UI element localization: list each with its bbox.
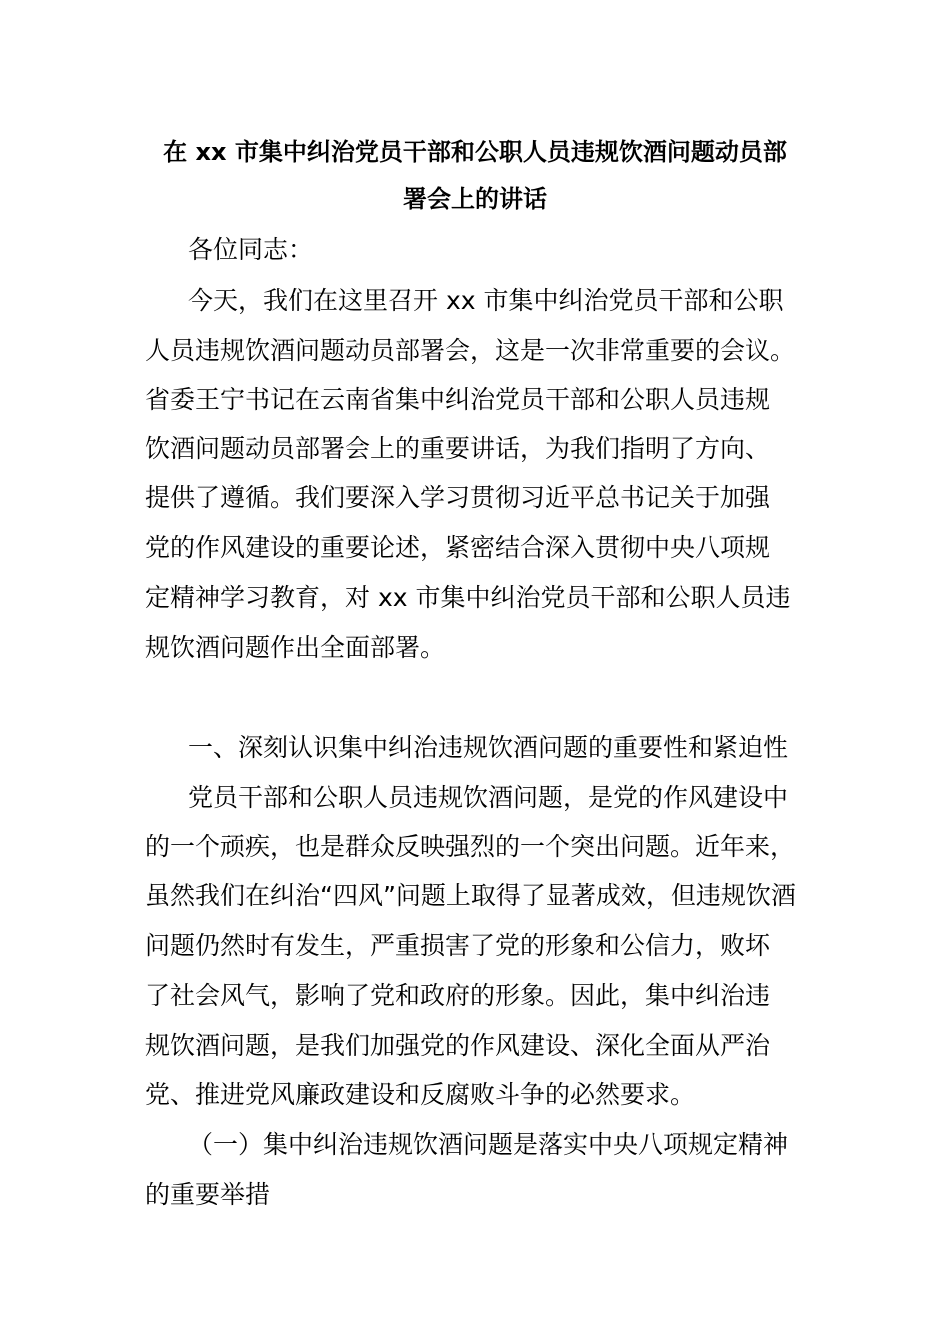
document-title-line-2: 署会上的讲话: [403, 185, 547, 213]
section-1-line-6: 规饮酒问题，是我们加强党的作风建设、深化全面从严治: [145, 1031, 771, 1060]
document-title-line-1: 在 xx 市集中纠治党员干部和公职人员违规饮酒问题动员部: [163, 138, 787, 166]
section-1-line-2: 的一个顽疾，也是群众反映强烈的一个突出问题。近年来，: [145, 832, 796, 861]
intro-line-6: 党的作风建设的重要论述，紧密结合深入贯彻中央八项规: [145, 533, 771, 562]
section-1-line-5: 了社会风气，影响了党和政府的形象。因此，集中纠治违: [145, 981, 771, 1010]
intro-line-1: 今天，我们在这里召开 xx 市集中纠治党员干部和公职: [188, 286, 784, 315]
subsection-1-line-2: 的重要举措: [145, 1180, 271, 1209]
intro-line-4: 饮酒问题动员部署会上的重要讲话，为我们指明了方向、: [145, 434, 771, 463]
intro-line-3: 省委王宁书记在云南省集中纠治党员干部和公职人员违规: [145, 385, 771, 414]
section-1-line-1: 党员干部和公职人员违规饮酒问题，是党的作风建设中: [188, 783, 789, 812]
section-1-line-3: 虽然我们在纠治“四风”问题上取得了显著成效，但违规饮酒: [145, 881, 796, 910]
intro-line-2: 人员违规饮酒问题动员部署会，这是一次非常重要的会议。: [145, 336, 796, 365]
section-1-line-4: 问题仍然时有发生，严重损害了党的形象和公信力，败坏: [145, 931, 771, 960]
section-1-line-7: 党、推进党风廉政建设和反腐败斗争的必然要求。: [145, 1080, 696, 1109]
subsection-1-line-1: （一）集中纠治违规饮酒问题是落实中央八项规定精神: [188, 1130, 789, 1159]
intro-line-7: 定精神学习教育，对 xx 市集中纠治党员干部和公职人员违: [145, 583, 791, 612]
intro-line-8: 规饮酒问题作出全面部署。: [145, 633, 446, 662]
intro-line-5: 提供了遵循。我们要深入学习贯彻习近平总书记关于加强: [145, 483, 771, 512]
greeting: 各位同志：: [188, 235, 314, 264]
section-1-heading: 一、深刻认识集中纠治违规饮酒问题的重要性和紧迫性: [188, 733, 789, 762]
